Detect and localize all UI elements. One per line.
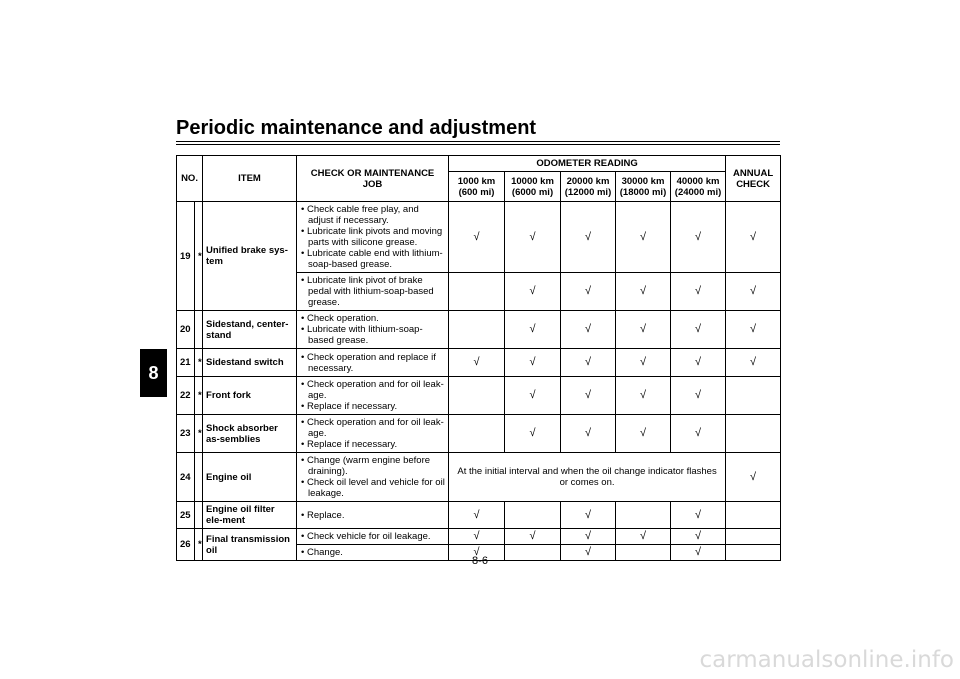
check-mark-annual	[726, 529, 781, 545]
interval-km: 10000 km	[511, 175, 554, 187]
row-star	[195, 453, 203, 502]
interval-mi: (6000 mi)	[511, 186, 554, 198]
check-mark: √	[561, 377, 616, 415]
check-mark: √	[505, 311, 561, 349]
row-item: Engine oil	[203, 453, 297, 502]
row-job	[297, 502, 449, 529]
interval-km: 40000 km	[676, 175, 720, 187]
check-mark: √	[505, 273, 561, 311]
check-mark: √	[671, 529, 726, 545]
title-rule	[176, 141, 780, 145]
interval-note: At the initial interval and when the oil change indicator flashes or comes on.	[449, 453, 726, 502]
job-line: • Check cable free play, and adjust if necessary.	[301, 204, 419, 226]
row-job	[297, 453, 449, 502]
row-job	[297, 415, 449, 453]
check-mark: √	[616, 415, 671, 453]
check-mark	[505, 502, 561, 529]
check-mark-annual: √	[726, 202, 781, 273]
row-star: *	[195, 377, 203, 415]
check-mark: √	[561, 502, 616, 529]
check-mark: √	[671, 502, 726, 529]
row-number: 20	[177, 311, 195, 349]
check-mark: √	[616, 377, 671, 415]
header-job: CHECK OR MAINTENANCE JOB	[297, 156, 449, 202]
check-mark: √	[505, 529, 561, 545]
check-mark: √	[616, 349, 671, 377]
row-star	[195, 502, 203, 529]
row-star	[195, 311, 203, 349]
row-number: 23	[177, 415, 195, 453]
row-number: 21	[177, 349, 195, 377]
row-job	[297, 273, 449, 311]
job-line: • Lubricate with lithium-soap-based grease.	[301, 324, 423, 346]
job-line: • Replace if necessary.	[301, 439, 398, 450]
check-mark: √	[671, 377, 726, 415]
check-mark	[449, 273, 505, 311]
header-interval	[671, 172, 726, 202]
page-title: Periodic maintenance and adjustment	[176, 117, 537, 139]
check-mark: √	[561, 545, 616, 561]
interval-mi: (12000 mi)	[564, 186, 612, 198]
check-mark: √	[449, 545, 505, 561]
job-line: • Check operation and for oil leak-age.	[301, 417, 444, 439]
row-star: *	[195, 415, 203, 453]
check-mark	[449, 415, 505, 453]
check-mark: √	[561, 349, 616, 377]
header-annual: ANNUAL CHECK	[726, 156, 781, 202]
interval-mi: (24000 mi)	[674, 186, 722, 198]
check-mark	[449, 377, 505, 415]
header-interval	[449, 172, 505, 202]
job-line: • Change (warm engine before draining).	[301, 455, 431, 477]
row-star: *	[195, 349, 203, 377]
check-mark: √	[561, 202, 616, 273]
check-mark: √	[505, 415, 561, 453]
row-job	[297, 377, 449, 415]
page-number: 8-6	[472, 555, 488, 567]
chapter-tab: 8	[140, 349, 167, 397]
check-mark: √	[671, 415, 726, 453]
interval-mi: (18000 mi)	[619, 186, 667, 198]
check-mark: √	[561, 311, 616, 349]
job-line: • Check oil level and vehicle for oil leakage.	[301, 477, 445, 499]
watermark: carmanualsonline.info	[699, 647, 954, 673]
row-number: 22	[177, 377, 195, 415]
check-mark-annual	[726, 415, 781, 453]
table-row	[177, 453, 781, 502]
job-line: • Change.	[301, 547, 343, 558]
check-mark: √	[671, 349, 726, 377]
check-mark: √	[561, 415, 616, 453]
header-interval	[561, 172, 616, 202]
interval-mi: (600 mi)	[458, 186, 495, 198]
check-mark: √	[671, 545, 726, 561]
job-line: • Check operation and for oil leak-age.	[301, 379, 444, 401]
row-number: 19	[177, 202, 195, 311]
check-mark-annual	[726, 502, 781, 529]
job-line: • Replace if necessary.	[301, 401, 398, 412]
row-number: 24	[177, 453, 195, 502]
row-job	[297, 311, 449, 349]
maintenance-table	[176, 155, 781, 561]
check-mark: √	[616, 529, 671, 545]
header-interval	[616, 172, 671, 202]
interval-km: 1000 km	[457, 175, 496, 187]
check-mark-annual: √	[726, 453, 781, 502]
table-row	[177, 202, 781, 273]
table-row	[177, 377, 781, 415]
check-mark: √	[561, 273, 616, 311]
job-line: • Check operation and replace if necessary.	[301, 351, 436, 374]
job-line: • Replace.	[301, 509, 345, 521]
row-item: Front fork	[203, 377, 297, 415]
row-item: Engine oil filter ele-ment	[203, 502, 297, 529]
table-row	[177, 502, 781, 529]
check-mark-annual: √	[726, 349, 781, 377]
check-mark-annual: √	[726, 273, 781, 311]
check-mark	[616, 502, 671, 529]
row-item: Shock absorber as-semblies	[203, 415, 297, 453]
job-line: • Lubricate link pivots and moving parts with silicone grease.	[301, 226, 443, 248]
check-mark: √	[505, 349, 561, 377]
interval-km: 20000 km	[566, 175, 610, 187]
table-row	[177, 415, 781, 453]
header-no: NO.	[177, 156, 203, 202]
row-job	[297, 349, 449, 377]
row-job	[297, 529, 449, 545]
check-mark: √	[616, 311, 671, 349]
check-mark-annual	[726, 377, 781, 415]
header-odometer: ODOMETER READING	[449, 156, 726, 172]
check-mark: √	[671, 273, 726, 311]
row-item: Unified brake sys-tem	[203, 202, 297, 311]
check-mark: √	[449, 529, 505, 545]
table-row	[177, 529, 781, 545]
check-mark: √	[561, 529, 616, 545]
check-mark: √	[505, 377, 561, 415]
row-item: Sidestand, center-stand	[203, 311, 297, 349]
check-mark: √	[671, 311, 726, 349]
row-job	[297, 202, 449, 273]
check-mark: √	[505, 202, 561, 273]
row-item: Sidestand switch	[203, 349, 297, 377]
check-mark: √	[449, 202, 505, 273]
header-item: ITEM	[203, 156, 297, 202]
check-mark: √	[616, 273, 671, 311]
job-line: • Lubricate link pivot of brake pedal with lithium-soap-based grease.	[301, 275, 434, 308]
row-star: *	[195, 529, 203, 561]
row-star: *	[195, 202, 203, 311]
row-number: 25	[177, 502, 195, 529]
interval-km: 30000 km	[621, 175, 665, 187]
job-line: • Lubricate cable end with lithium-soap-based grease.	[301, 248, 443, 270]
job-line: • Check vehicle for oil leakage.	[301, 531, 431, 542]
check-mark	[449, 311, 505, 349]
header-interval	[505, 172, 561, 202]
table-row	[177, 349, 781, 377]
row-item: Final transmission oil	[203, 529, 297, 561]
row-number: 26	[177, 529, 195, 561]
job-line: • Check operation.	[301, 313, 379, 324]
check-mark: √	[616, 202, 671, 273]
check-mark: √	[671, 202, 726, 273]
check-mark-annual: √	[726, 311, 781, 349]
check-mark: √	[449, 349, 505, 377]
table-row	[177, 311, 781, 349]
check-mark: √	[449, 502, 505, 529]
